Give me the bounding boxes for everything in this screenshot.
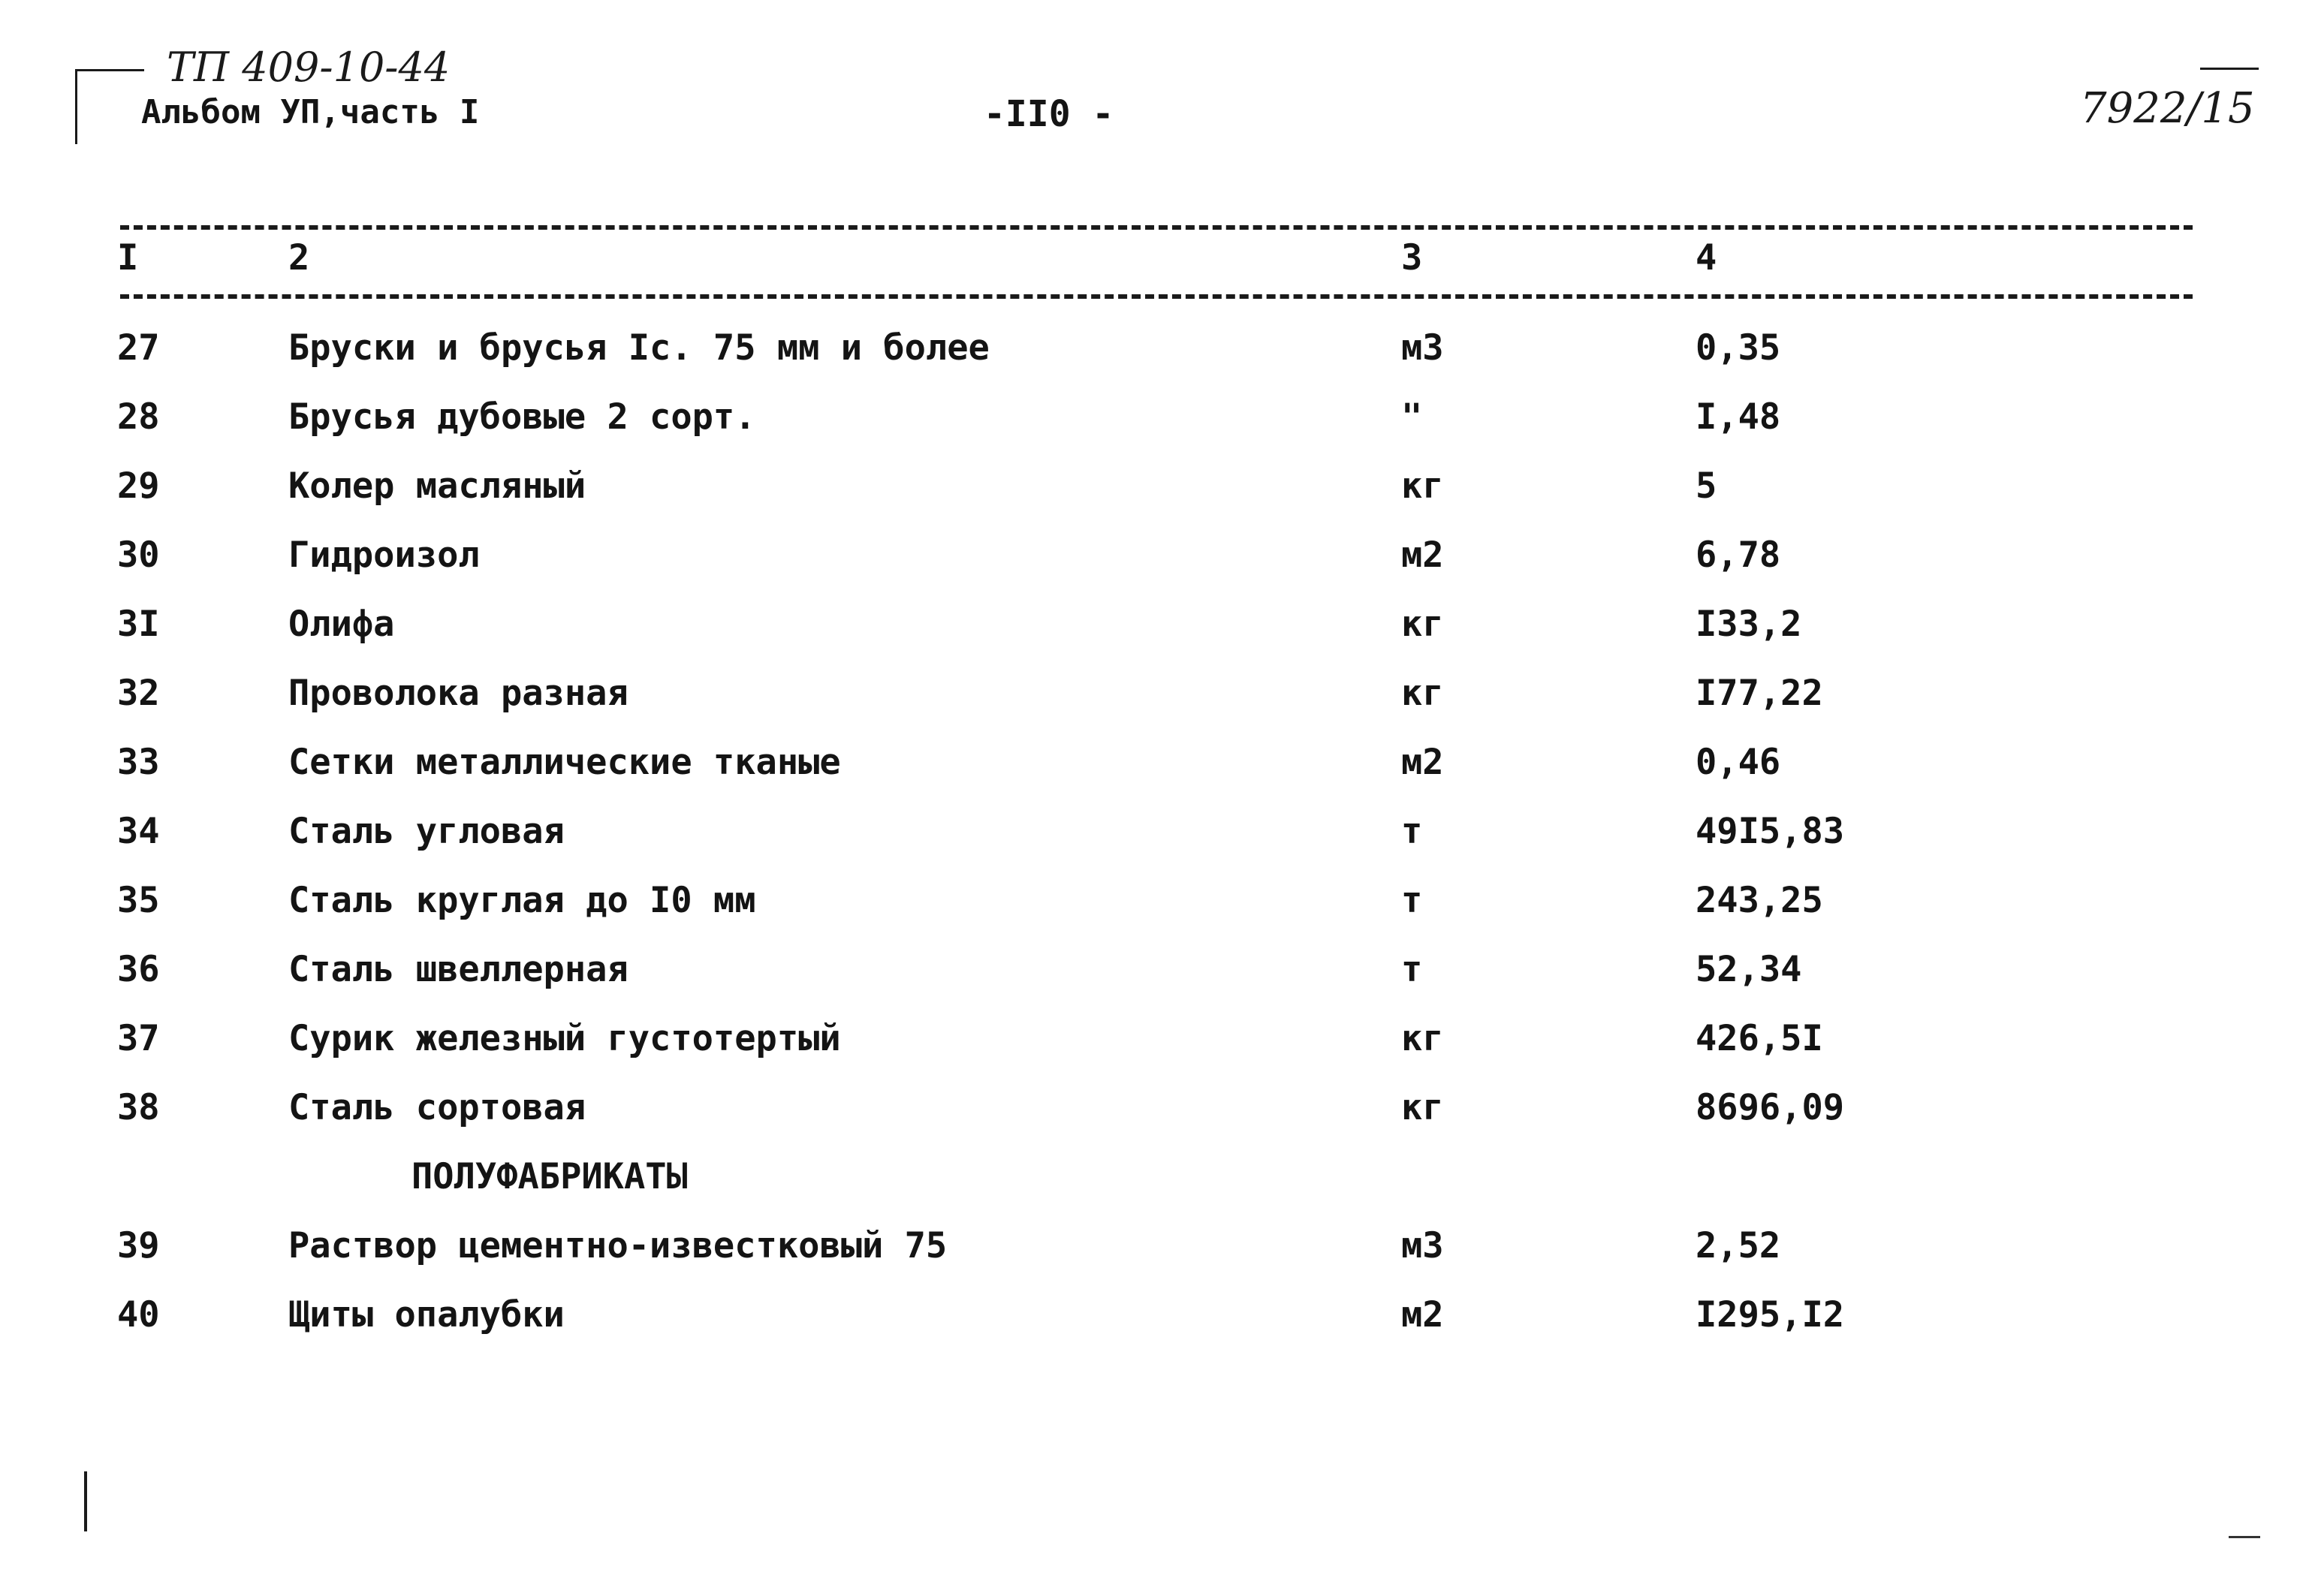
row-material: Бруски и брусья Iс. 75 мм и более	[288, 327, 990, 369]
row-number: 40	[117, 1294, 160, 1336]
corner-mark-vertical	[75, 69, 77, 144]
row-unit: м3	[1401, 1225, 1444, 1266]
row-number: 30	[117, 535, 160, 576]
column-header-2: 2	[288, 237, 310, 279]
row-unit: "	[1401, 396, 1423, 438]
row-quantity: 0,46	[1696, 742, 1781, 783]
row-quantity: 0,35	[1696, 327, 1781, 369]
row-quantity: I295,I2	[1696, 1294, 1845, 1336]
row-unit: м2	[1401, 742, 1444, 783]
sheet-code-overline	[2200, 68, 2259, 70]
table-rule-header	[120, 294, 2193, 299]
row-unit: кг	[1401, 673, 1444, 714]
column-header-3: 3	[1401, 237, 1423, 279]
row-material: Сталь сортовая	[288, 1087, 586, 1128]
sheet-code: 7922/15	[2080, 84, 2255, 133]
row-material: Раствор цементно-известковый 75	[288, 1225, 948, 1266]
page-number: -II0 -	[984, 93, 1114, 135]
row-unit: м2	[1401, 1294, 1444, 1336]
row-quantity: 6,78	[1696, 535, 1781, 576]
row-number: 27	[117, 327, 160, 369]
row-number: 38	[117, 1087, 160, 1128]
bottom-right-mark	[2229, 1536, 2260, 1538]
table-rule-top	[120, 225, 2193, 230]
row-unit: кг	[1401, 1018, 1444, 1059]
row-quantity: I77,22	[1696, 673, 1823, 714]
row-material: Сурик железный густотертый	[288, 1018, 841, 1059]
row-material: Щиты опалубки	[288, 1294, 565, 1336]
row-quantity: 49I5,83	[1696, 811, 1845, 852]
row-number: 3I	[117, 604, 160, 645]
row-material: Брусья дубовые 2 сорт.	[288, 396, 756, 438]
row-unit: кг	[1401, 604, 1444, 645]
column-header-1: I	[117, 237, 139, 279]
row-unit: т	[1401, 949, 1423, 990]
row-number: 33	[117, 742, 160, 783]
row-unit: кг	[1401, 1087, 1444, 1128]
document-code: ТП 409-10-44	[167, 44, 451, 91]
row-material: Проволока разная	[288, 673, 628, 714]
margin-mark	[84, 1471, 87, 1531]
row-quantity: 426,5I	[1696, 1018, 1823, 1059]
row-number: 28	[117, 396, 160, 438]
row-quantity: 52,34	[1696, 949, 1802, 990]
row-material: Сталь швеллерная	[288, 949, 628, 990]
row-unit: т	[1401, 880, 1423, 921]
row-unit: т	[1401, 811, 1423, 852]
row-material: Олифа	[288, 604, 395, 645]
row-number: 29	[117, 465, 160, 507]
row-number: 39	[117, 1225, 160, 1266]
corner-mark-horizontal	[75, 69, 144, 71]
row-number: 37	[117, 1018, 160, 1059]
row-quantity: I,48	[1696, 396, 1781, 438]
row-quantity: 2,52	[1696, 1225, 1781, 1266]
row-quantity: I33,2	[1696, 604, 1802, 645]
column-header-4: 4	[1696, 237, 1717, 279]
row-unit: м2	[1401, 535, 1444, 576]
row-material: Сталь угловая	[288, 811, 565, 852]
row-material: Сетки металлические тканые	[288, 742, 841, 783]
row-number: 35	[117, 880, 160, 921]
row-number: 34	[117, 811, 160, 852]
section-title: ПОЛУФАБРИКАТЫ	[411, 1156, 688, 1197]
row-unit: кг	[1401, 465, 1444, 507]
row-material: Колер масляный	[288, 465, 586, 507]
row-number: 36	[117, 949, 160, 990]
row-material: Гидроизол	[288, 535, 480, 576]
row-number: 32	[117, 673, 160, 714]
row-quantity: 5	[1696, 465, 1717, 507]
album-label: Альбом УП,часть I	[141, 93, 480, 131]
row-quantity: 8696,09	[1696, 1087, 1845, 1128]
row-unit: м3	[1401, 327, 1444, 369]
row-material: Сталь круглая до I0 мм	[288, 880, 756, 921]
row-quantity: 243,25	[1696, 880, 1823, 921]
